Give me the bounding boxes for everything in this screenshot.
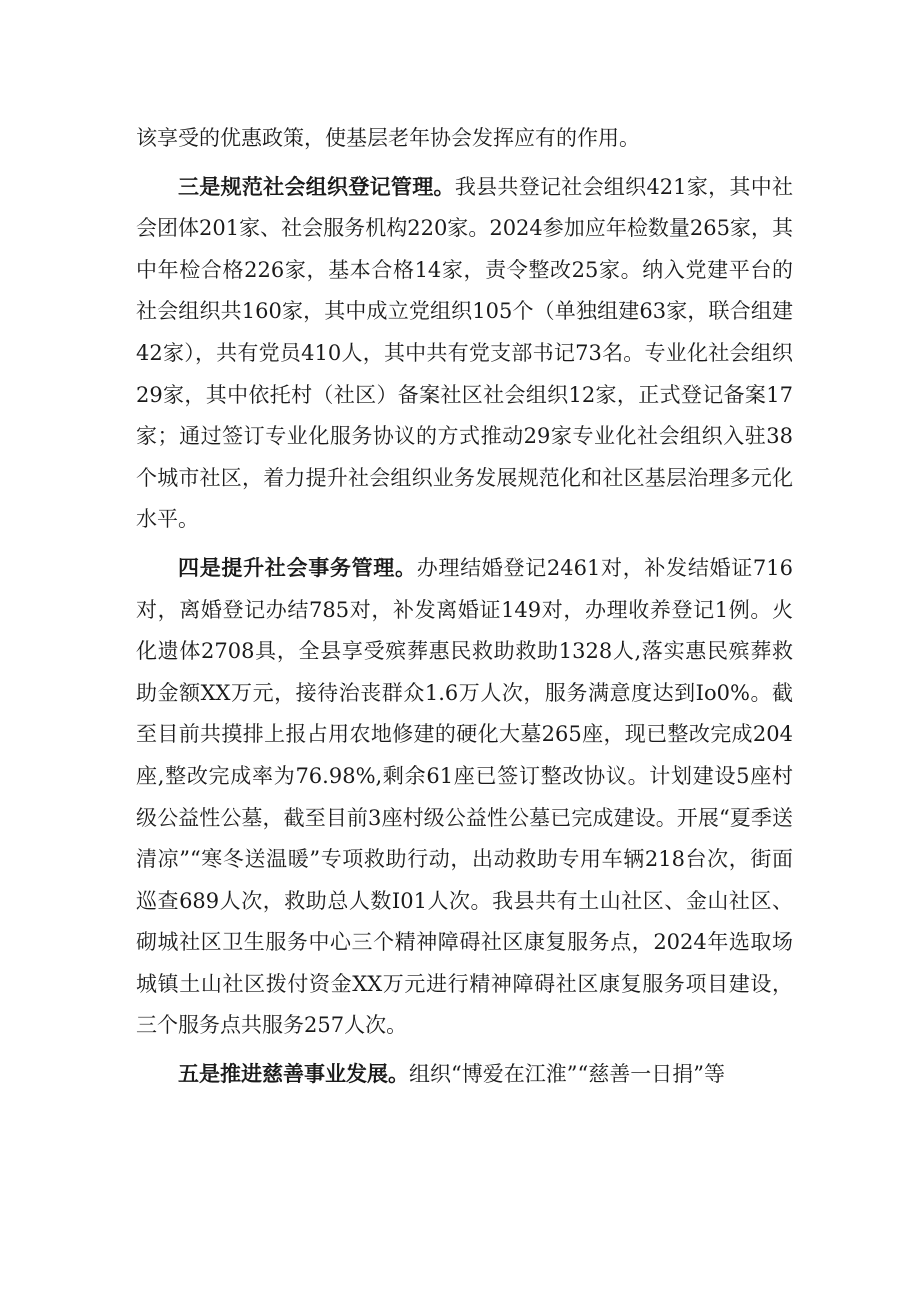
paragraph-body: 该享受的优惠政策，使基层老年协会发挥应有的作用。 — [136, 126, 640, 150]
paragraph-continuation — [136, 117, 793, 160]
paragraph-body: 我县共登记社会组织421家，其中社会团体201家、社会服务机构220家。2024参加应年检数量265家，其中年检合格226家，基本合格14家，责令整改25家。纳入党建平台的社会组织共160家，其中成立党组织105个（单独组建63家，联合组建42家），共有党员410人，其中共有党支部书记73名。专业化社会组织29家，其中依托村（社区）备案社区社会组织12家，正式登记备案17家；通过签订专业化服务协议的方式推动29家专业化社会组织入驻38个城市社区，着力提升社会组织业务发展规范化和社区基层治理多元化水平。 — [136, 174, 793, 532]
paragraph-lead: 五是推进慈善事业发展。 — [178, 1061, 409, 1087]
paragraph-body: 组织“博爱在江淮”“慈善一日捐”等 — [409, 1062, 725, 1087]
document-body — [136, 117, 793, 1096]
paragraph-charity — [136, 1053, 793, 1096]
paragraph-lead: 三是规范社会组织登记管理。 — [178, 173, 455, 199]
paragraph-social-affairs — [136, 547, 793, 1047]
paragraph-lead: 四是提升社会事务管理。 — [178, 554, 417, 580]
paragraph-body: 办理结婚登记2461对，补发结婚证716对，离婚登记办结785对，补发离婚证149对，办理收养登记1例。火化遗体2708具，全县享受殡葬惠民救助救助1328人,落实惠民殡葬救助金额XX万元，接待治丧群众1.6万人次，服务满意度达到Io0%。截至目前共摸排上报占用农地修建的硬化大墓265座，现已整改完成204座,整改完成率为76.98%,剩余61座已签订整改协议。计划建设5座村级公益性公墓，截至目前3座村级公益性公墓已完成建设。开展“夏季送清凉”“寒冬送温暖”专项救助行动，出动救助专用车辆218台次，街面巡查689人次，救助总人数I01人次。我县共有土山社区、金山社区、砌城社区卫生服务中心三个精神障碍社区康复服务点，2024年选取场城镇土山社区拨付资金XX万元进行精神障碍社区康复服务项目建设，三个服务点共服务257人次。 — [136, 555, 793, 1038]
paragraph-social-organizations — [136, 166, 793, 541]
